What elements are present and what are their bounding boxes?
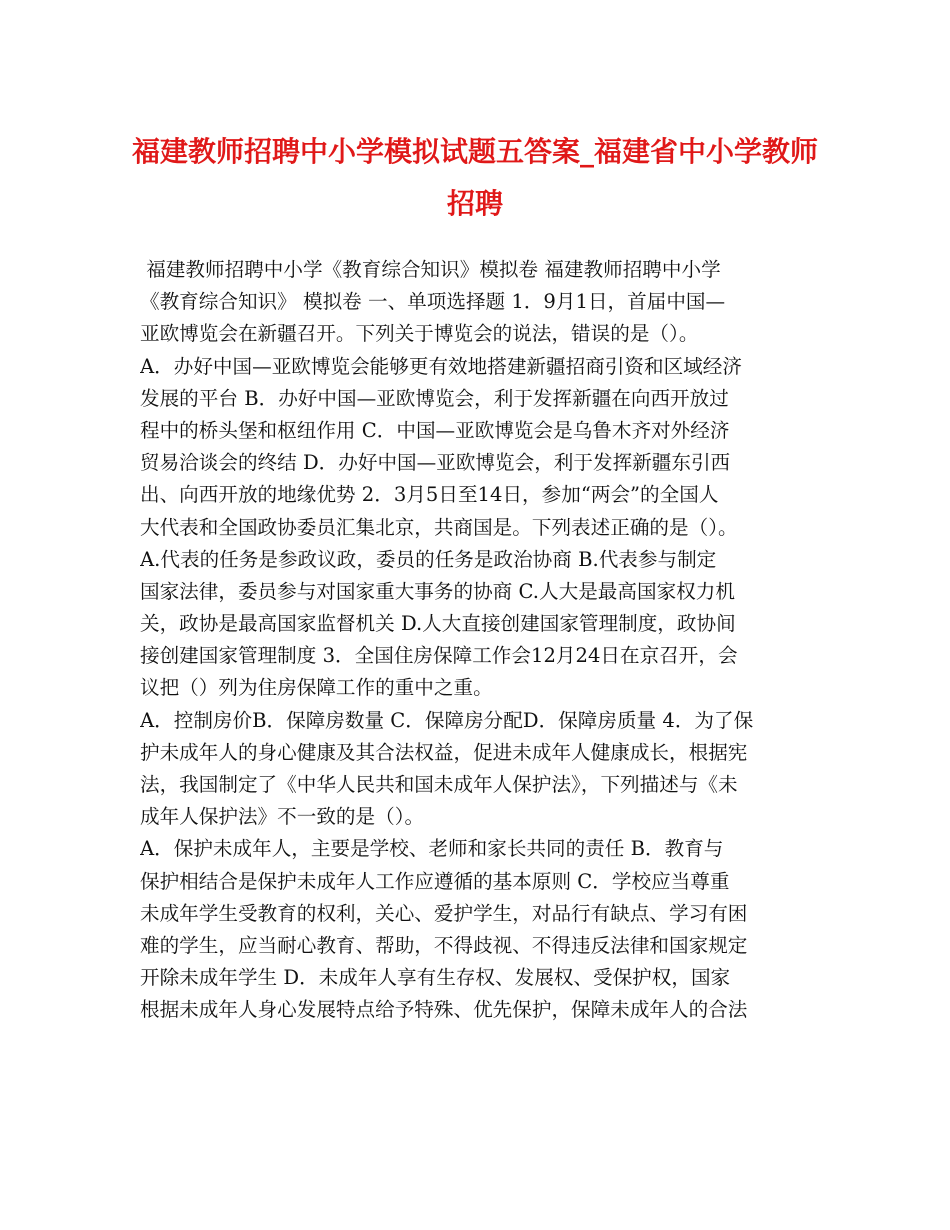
body-line: 接创建国家管理制度 3．全国住房保障工作会12月24日在京召开，会	[140, 644, 738, 668]
body-line: 国家法律，委员参与对国家重大事务的协商 C.人大是最高国家权力机	[140, 579, 735, 603]
body-line: 未成年学生受教育的权利，关心、爱护学生，对品行有缺点、学习有困	[140, 901, 748, 925]
body-line: 难的学生，应当耐心教育、帮助，不得歧视、不得违反法律和国家规定	[140, 933, 748, 957]
body-line: 关，政协是最高国家监督机关 D.人大直接创建国家管理制度，政协间	[140, 612, 736, 636]
body-line: 保护相结合是保护未成年人工作应遵循的基本原则 C．学校应当尊重	[140, 869, 730, 893]
body-line: 法，我国制定了《中华人民共和国未成年人保护法》，下列描述与《未	[140, 773, 738, 796]
body-line: 根据未成年人身心发展特点给予特殊、优先保护，保障未成年人的合法	[140, 998, 748, 1022]
body-line: 大代表和全国政协委员汇集北京，共商国是。下列表述正确的是（）。	[140, 515, 738, 539]
body-line: 贸易洽谈会的终结 D．办好中国—亚欧博览会，利于发挥新疆东引西	[140, 451, 731, 475]
body-line: 《教育综合知识》 模拟卷 一、单项选择题 1．9月1日，首届中国—	[140, 290, 726, 314]
body-line: A．办好中国—亚欧博览会能够更有效地搭建新疆招商引资和区域经济	[140, 354, 742, 378]
body-line: 发展的平台 B．办好中国—亚欧博览会，利于发挥新疆在向西开放过	[140, 386, 729, 410]
body-line: 开除未成年学生 D．未成年人享有生存权、发展权、受保护权，国家	[140, 966, 731, 990]
body-line: A．保护未成年人，主要是学校、老师和家长共同的责任 B．教育与	[140, 837, 724, 861]
body-line: 福建教师招聘中小学《教育综合知识》模拟卷 福建教师招聘中小学	[140, 258, 721, 281]
body-line: 议把（）列为住房保障工作的重中之重。	[140, 676, 493, 700]
body-line: 护未成年人的身心健康及其合法权益，促进未成年人健康成长，根据宪	[140, 740, 748, 764]
body-line: 程中的桥头堡和枢纽作用 C．中国—亚欧博览会是乌鲁木齐对外经济	[140, 418, 730, 442]
body-line: 出、向西开放的地缘优势 2．3月5日至14日，参加“两会”的全国人	[140, 483, 719, 507]
body-line: A.代表的任务是参政议政，委员的任务是政治协商 B.代表参与制定	[140, 547, 717, 571]
document-body	[140, 254, 812, 1027]
body-line: A．控制房价B．保障房数量 C．保障房分配D．保障房质量 4．为了保	[140, 708, 754, 732]
document-title: 福建教师招聘中小学模拟试题五答案_福建省中小学教师招聘	[131, 135, 818, 220]
body-line: 成年人保护法》不一致的是（）。	[140, 805, 425, 829]
body-line: 亚欧博览会在新疆召开。下列关于博览会的说法，错误的是（）。	[140, 322, 699, 346]
